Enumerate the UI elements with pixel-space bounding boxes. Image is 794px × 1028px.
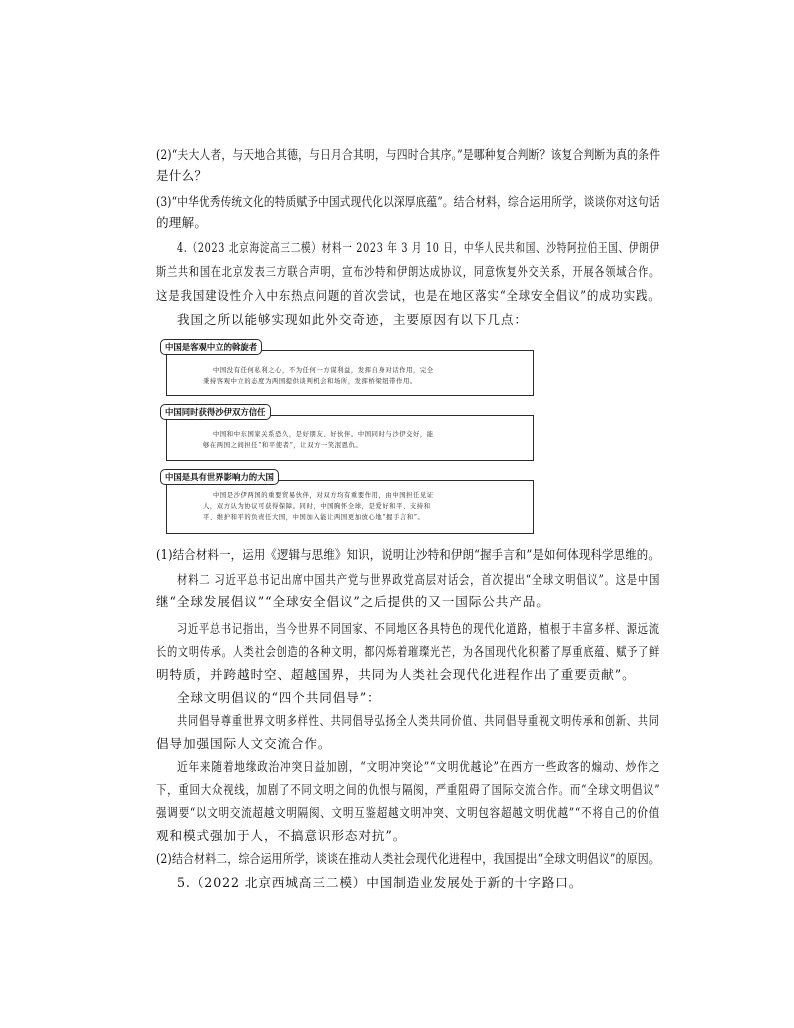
- material-2-line-12: 观和模式强加于人，不搞意识形态对抗”。: [156, 828, 407, 843]
- question-2-line-1: (2)“夫大人者，与天地合其德，与日月合其明，与四时合其序。”是哪种复合判断？该复合判断为真的条件: [156, 147, 661, 162]
- material-2-line-6: 全球文明倡议的“四个共同倡导”：: [177, 690, 381, 705]
- reason-1-heading: 中国是客观中立的斡旋者: [160, 339, 262, 355]
- material-2-line-5: 明特质，并跨越时空、超越国界，共同为人类社会现代化进程作出了重要贡献”。: [156, 667, 636, 682]
- reason-3-heading: 中国是具有世界影响力的大国: [160, 469, 279, 485]
- problem-5-line-1: 5.（2022 北京西城高三二模）中国制造业发展处于新的十字路口。: [177, 875, 583, 890]
- problem-4-line-1: 4.（2023 北京海淀高三二模）材料一 2023 年 3 月 10 日，中华人民共和国、沙特阿拉伯王国、伊朗伊: [177, 240, 660, 255]
- question-4-2: (2)结合材料二，综合运用所学，谈谈在推动人类社会现代化进程中，我国提出“全球文明倡议”的原因。: [156, 851, 660, 866]
- reason-3-text-line-3: 平、维护和平的负责任大国，中国加入能让两国更加放心地“握手言和”。: [203, 514, 425, 521]
- reasons-diagram: [160, 336, 536, 534]
- reason-box-1: [166, 350, 534, 396]
- question-2-line-2: 是什么？: [156, 168, 208, 183]
- reason-2-heading: 中国同时获得沙伊双方信任: [160, 404, 271, 420]
- material-2-line-9: 近年来随着地缘政治冲突日益加剧，“文明冲突论”“文明优越论”在西方一些政客的煽动、炒作之: [177, 759, 661, 774]
- material-2-line-4: 长的文明传承。人类社会创造的各种文明，都闪烁着璀璨光芒，为各国现代化积蓄了厚重底蕴、赋予了鲜: [156, 644, 661, 659]
- material-2-line-10: 下，重回大众视线，加剧了不同文明之间的仇恨与隔阂，严重阻碍了国际交流合作。而“全球文明倡议”: [156, 782, 661, 797]
- problem-4-line-4: 我国之所以能够实现如此外交奇迹，主要原因有以下几点：: [177, 312, 528, 327]
- reason-3-text-line-2: 人，双方认为协议可获得保障。同时，中国胸怀全球，是爱好和平、支持和: [203, 503, 431, 510]
- reason-box-2: [166, 415, 534, 461]
- material-2-line-3: 习近平总书记指出，当今世界不同国家、不同地区各具特色的现代化道路，植根于丰富多样、源远流: [177, 621, 660, 636]
- material-2-line-1: 材料二 习近平总书记出席中国共产党与世界政党高层对话会，首次提出“全球文明倡议”。这是中国: [177, 572, 661, 587]
- material-2-line-7: 共同倡导尊重世界文明多样性、共同倡导弘扬全人类共同价值、共同倡导重视文明传承和创新、共同: [177, 713, 660, 728]
- reason-1-text-line-2: 秉持客观中立的态度为两国提供谈判机会和场所，发挥桥梁纽带作用。: [203, 378, 417, 385]
- reason-1-text-line-1: 中国没有任何私利之心，不为任何一方谋利益，发挥自身对话作用，完全: [213, 367, 434, 374]
- reason-2-text-line-2: 够在两国之间担任“和平使者”，让双方一笑泯恩仇。: [203, 442, 363, 449]
- problem-4-line-3: 这是我国建设性介入中东热点问题的首次尝试，也是在地区落实“全球安全倡议”的成功实践。: [156, 288, 661, 303]
- material-2-line-2: 继“全球发展倡议”“全球安全倡议”之后提供的又一国际公共产品。: [156, 594, 550, 609]
- material-2-line-11: 强调要“以文明交流超越文明隔阂、文明互鉴超越文明冲突、文明包容超越文明优越”“不将自己的价值: [156, 805, 661, 820]
- question-3-line-2: 的理解。: [156, 215, 208, 230]
- question-4-1: (1)结合材料一，运用《逻辑与思维》知识，说明让沙特和伊朗“握手言和”是如何体现科学思维的。: [156, 547, 660, 562]
- question-3-line-1: (3)“中华优秀传统文化的特质赋予中国式现代化以深厚底蕴”。结合材料，综合运用所学，谈谈你对这句话: [156, 194, 660, 209]
- reason-2-text-line-1: 中国和中东国家关系恐久，是好朋友、好伙伴。中国同时与沙伊交好，能: [213, 431, 434, 438]
- reason-box-3: [166, 480, 534, 534]
- material-2-line-8: 倡导加强国际人文交流合作。: [156, 736, 332, 751]
- reason-3-text-line-1: 中国是沙伊两国的重要贸易伙伴，对双方均有重要作用，由中国担任见证: [213, 492, 434, 499]
- problem-4-line-2: 斯兰共和国在北京发表三方联合声明，宣布沙特和伊朗达成协议，同意恢复外交关系，开展各领域合作。: [156, 264, 661, 279]
